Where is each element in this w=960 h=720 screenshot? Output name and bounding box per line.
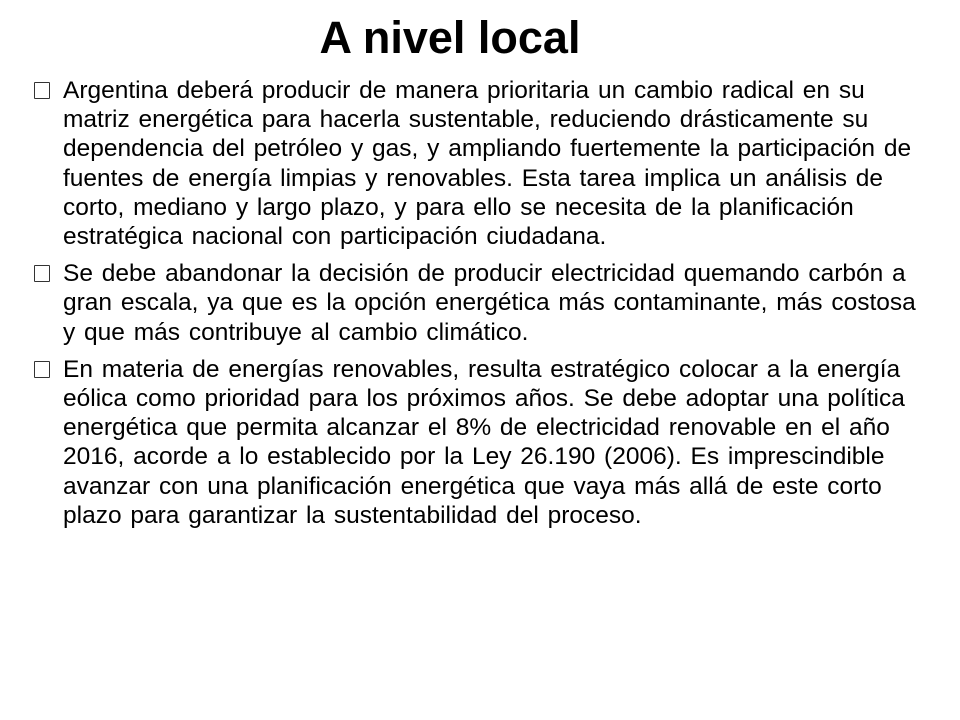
bullet-item <box>34 76 934 251</box>
bullet-item <box>34 259 934 347</box>
bullet-box-icon <box>34 361 50 378</box>
bullet-list <box>34 76 934 538</box>
bullet-box-icon <box>34 82 50 99</box>
bullet-text: En materia de energías renovables, resulta estratégico colocar a la energía eólica como prioridad para los próximos años. Se debe adoptar una política energética que permita alcanzar el 8% de electricidad renovable en el año 2016, acorde a lo establecido por la Ley 26.190 (2006). Es imprescindible avanzar con una planificación energética que vaya más allá de este corto plazo para garantizar la sustentabilidad del proceso. <box>63 355 905 529</box>
slide-title: A nivel local <box>319 12 581 63</box>
bullet-text: Argentina deberá producir de manera prioritaria un cambio radical en su matriz energética para hacerla sustentable, reduciendo drásticamente su dependencia del petróleo y gas, y ampliando fuertemente la participación de fuentes de energía limpias y renovables. Esta tarea implica un análisis de corto, mediano y largo plazo, y para ello se necesita de la planificación estratégica nacional con participación ciudadana. <box>63 77 912 251</box>
bullet-item <box>34 355 934 530</box>
bullet-text: Se debe abandonar la decisión de producir electricidad quemando carbón a gran escala, ya que es la opción energética más contaminante, más costosa y que más contribuye al cambio climático. <box>63 260 916 346</box>
bullet-box-icon <box>34 265 50 282</box>
